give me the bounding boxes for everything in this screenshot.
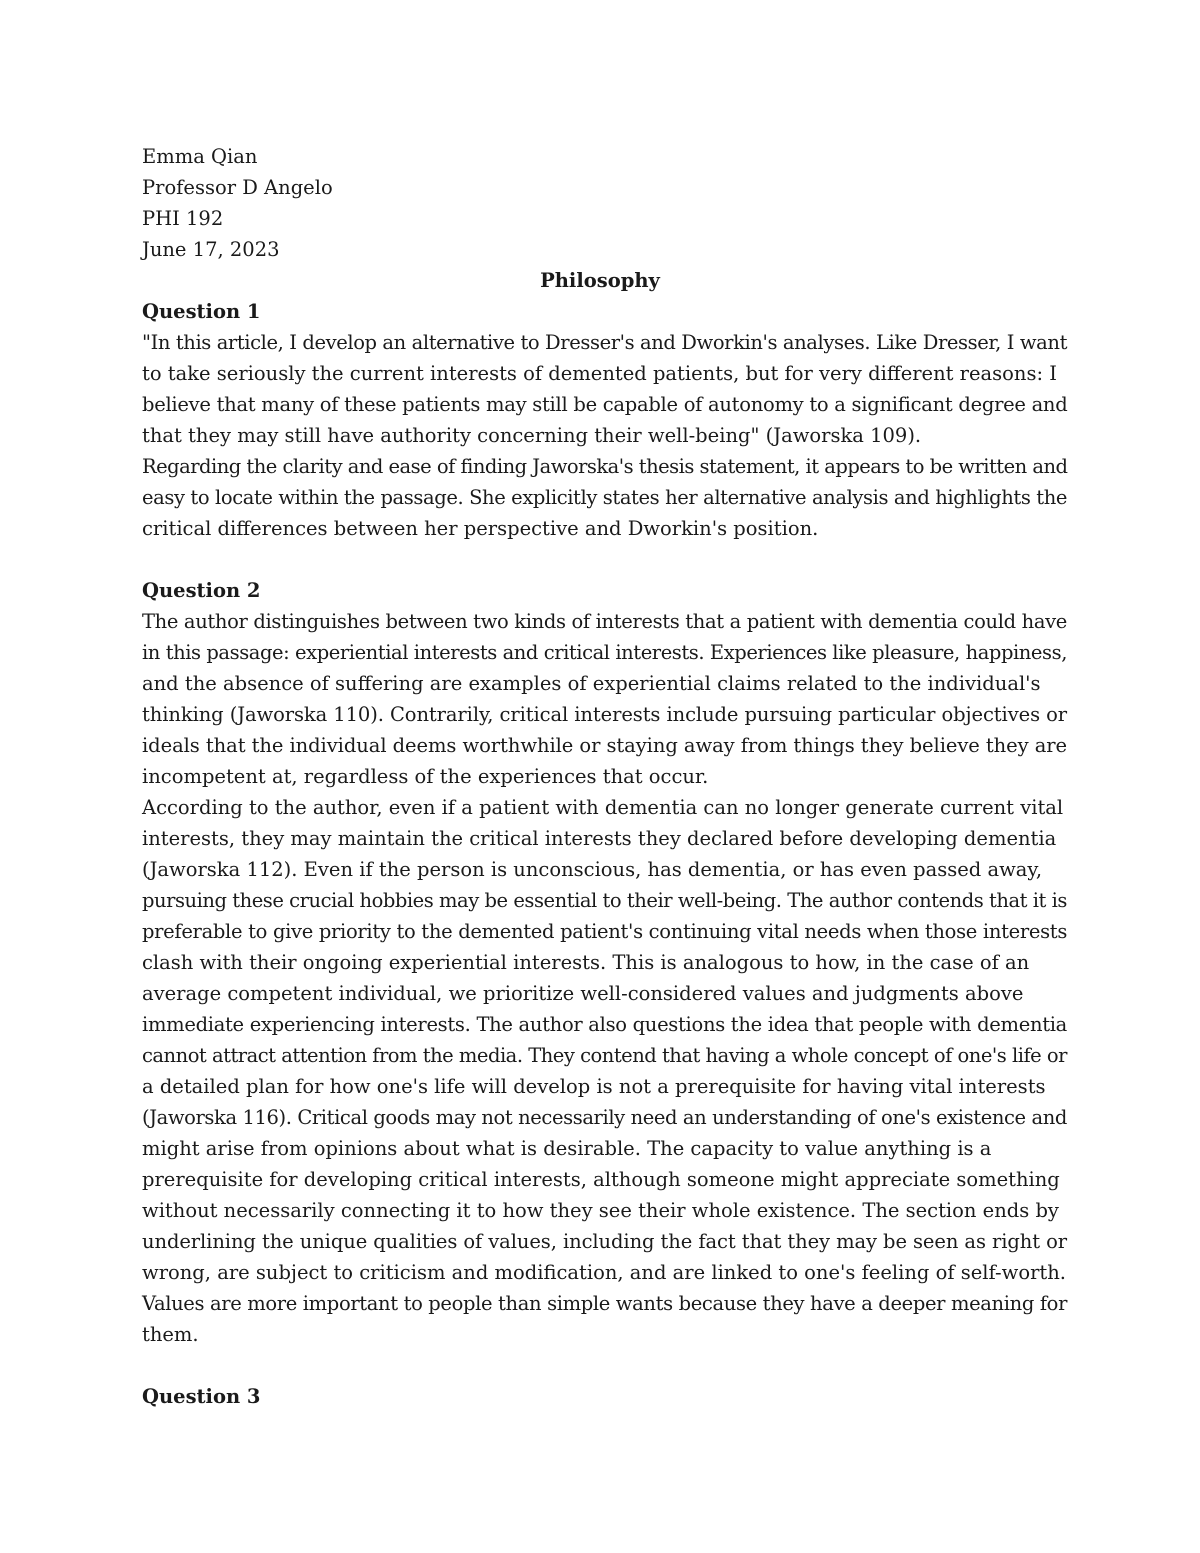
paragraph-line: ideals that the individual deems worthwhile or staying away from things they believe they are <box>142 734 1068 757</box>
paragraph-line: in this passage: experiential interests and critical interests. Experiences like pleasure, happiness, <box>142 641 1067 664</box>
paragraph-line: might arise from opinions about what is desirable. The capacity to value anything is a <box>142 1137 992 1160</box>
paragraph-line: According to the author, even if a patient with dementia can no longer generate current vital <box>142 796 1064 819</box>
paragraph-line: "In this article, I develop an alternative to Dresser's and Dworkin's analyses. Like Dresser, I want <box>142 331 1068 354</box>
paragraph-line: Regarding the clarity and ease of finding Jaworska's thesis statement, it appears to be written and <box>142 455 1068 478</box>
document-date: June 17, 2023 <box>142 238 280 261</box>
blank-line <box>142 544 1072 575</box>
section-heading: Question 1 <box>142 300 261 323</box>
paragraph-line: them. <box>142 1323 199 1346</box>
author-name: Emma Qian <box>142 145 258 168</box>
paragraph-line: The author distinguishes between two kinds of interests that a patient with dementia could have <box>142 610 1068 633</box>
paragraph-line: Values are more important to people than simple wants because they have a deeper meaning for <box>142 1292 1068 1315</box>
paragraph-line: easy to locate within the passage. She explicitly states her alternative analysis and highlights the <box>142 486 1068 509</box>
document-page <box>142 141 1072 1412</box>
paragraph-line: average competent individual, we prioritize well-considered values and judgments above <box>142 982 1024 1005</box>
paragraph-line: interests, they may maintain the critical interests they declared before developing dementia <box>142 827 1057 850</box>
paragraph-line: immediate experiencing interests. The author also questions the idea that people with dementia <box>142 1013 1068 1036</box>
blank-line <box>142 1350 1072 1381</box>
section-question-1 <box>142 296 1072 544</box>
paragraph-line: cannot attract attention from the media. They contend that having a whole concept of one's life or <box>142 1044 1067 1067</box>
paragraph-line: prerequisite for developing critical interests, although someone might appreciate something <box>142 1168 1060 1191</box>
paragraph-line: (Jaworska 112). Even if the person is unconscious, has dementia, or has even passed away, <box>142 858 1043 881</box>
paragraph-line: believe that many of these patients may still be capable of autonomy to a significant degree and <box>142 393 1068 416</box>
professor-name: Professor D Angelo <box>142 176 333 199</box>
paragraph-line: that they may still have authority concerning their well-being" (Jaworska 109). <box>142 424 922 447</box>
paragraph-line: (Jaworska 116). Critical goods may not necessarily need an understanding of one's existence and <box>142 1106 1067 1129</box>
section-question-2 <box>142 575 1072 1350</box>
section-question-3 <box>142 1381 1072 1412</box>
paragraph-line: a detailed plan for how one's life will develop is not a prerequisite for having vital interests <box>142 1075 1046 1098</box>
paragraph-line: and the absence of suffering are examples of experiential claims related to the individual's <box>142 672 1041 695</box>
section-heading: Question 3 <box>142 1385 261 1408</box>
paragraph-line: wrong, are subject to criticism and modification, and are linked to one's feeling of self-worth. <box>142 1261 1066 1284</box>
paragraph-line: without necessarily connecting it to how they see their whole existence. The section ends by <box>142 1199 1059 1222</box>
course-code: PHI 192 <box>142 207 224 230</box>
paragraph-line: pursuing these crucial hobbies may be essential to their well-being. The author contends that it is <box>142 889 1067 912</box>
section-heading: Question 2 <box>142 579 261 602</box>
paragraph-line: clash with their ongoing experiential interests. This is analogous to how, in the case of an <box>142 951 1030 974</box>
paragraph-line: incompetent at, regardless of the experiences that occur. <box>142 765 709 788</box>
paragraph-line: preferable to give priority to the demented patient's continuing vital needs when those interests <box>142 920 1068 943</box>
paragraph-line: thinking (Jaworska 110). Contrarily, critical interests include pursuing particular objectives or <box>142 703 1067 726</box>
paragraph-line: critical differences between her perspective and Dworkin's position. <box>142 517 819 540</box>
paragraph-line: to take seriously the current interests of demented patients, but for very different reasons: I <box>142 362 1057 385</box>
paragraph-line: underlining the unique qualities of values, including the fact that they may be seen as right or <box>142 1230 1068 1253</box>
document-title: Philosophy <box>540 269 660 292</box>
